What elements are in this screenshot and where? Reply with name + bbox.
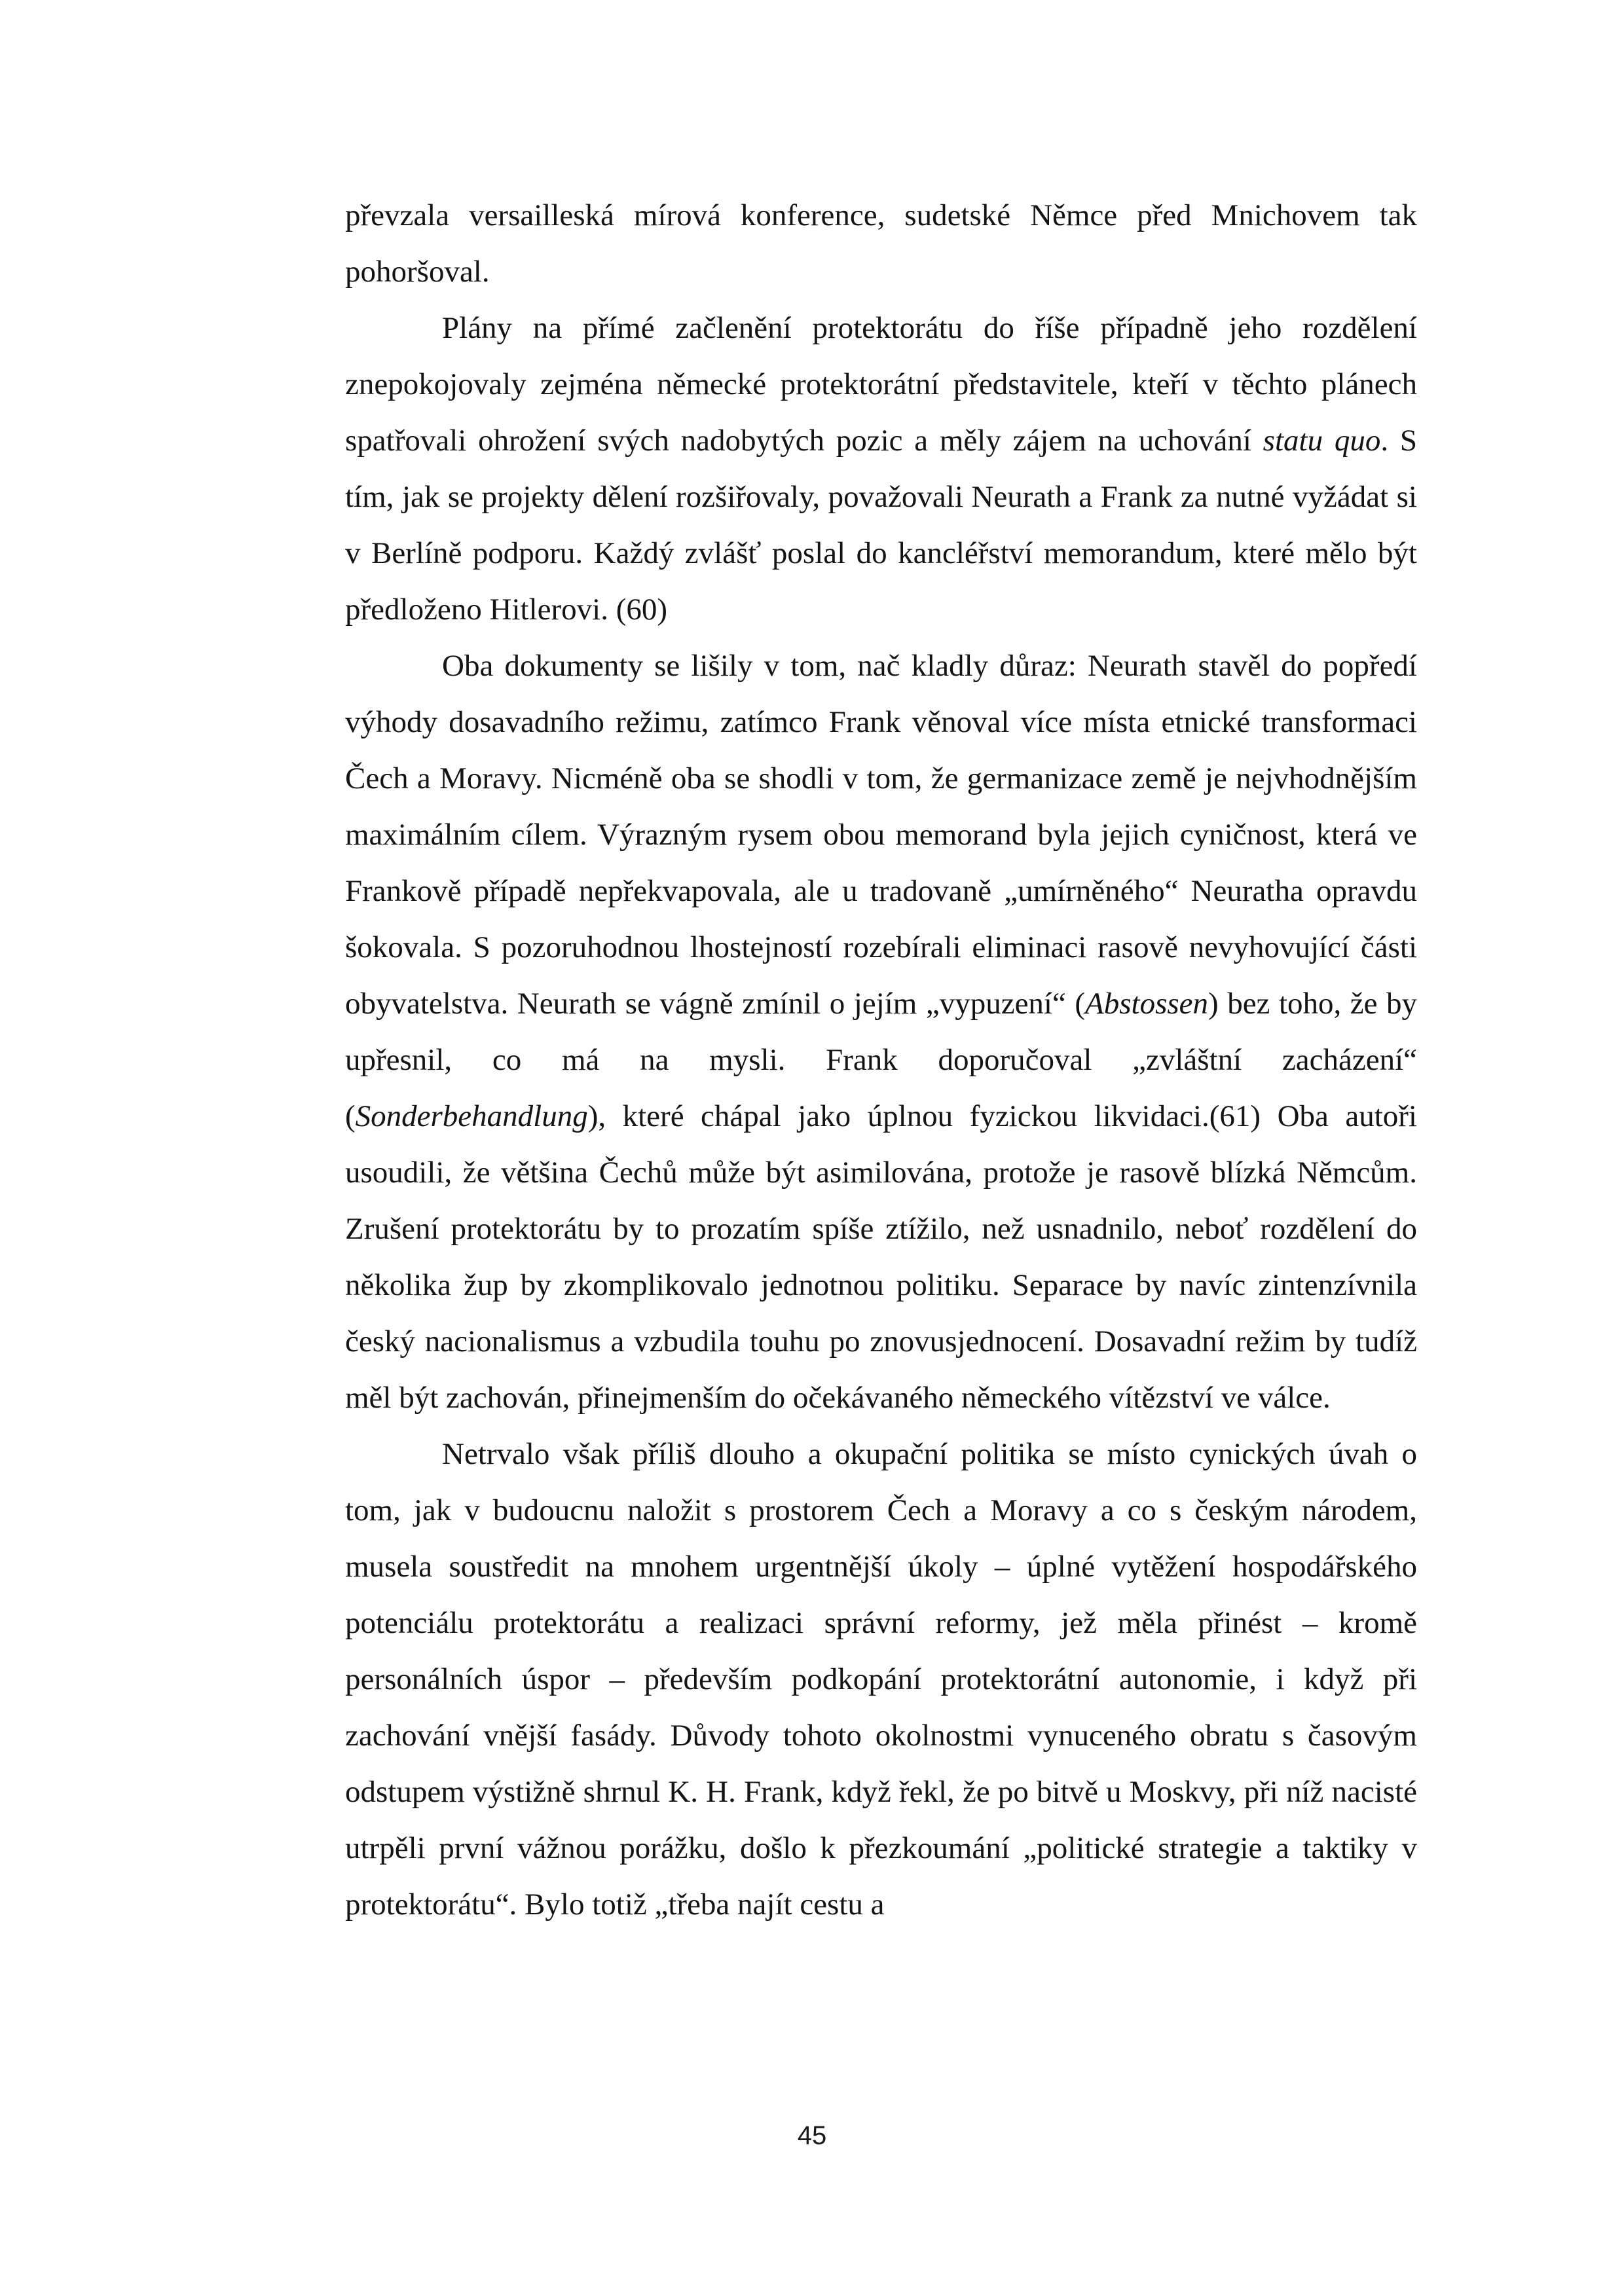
- text-run: . S tím, jak se projekty dělení rozšiřovaly, považovali Neurath a Frank za nutné vyžádat si v Berlíně podporu. Každý zvlášť poslal do kancléřství memorandum, které mělo být předloženo Hitlerovi. (60): [345, 424, 1417, 627]
- paragraph-2: [345, 300, 1417, 638]
- text-run: převzala versailleská mírová konference, sudetské Němce před Mnichovem tak pohoršoval.: [345, 198, 1417, 289]
- italic-term: Abstossen: [1085, 987, 1209, 1021]
- text-run: Plány na přímé začlenění protektorátu do říše případně jeho rozdělení znepokojovaly zejména německé protektorátní představitele, kteří v těchto plánech spatřovali ohrožení svých nadobytých pozic a měly zájem na uchování: [345, 311, 1417, 458]
- italic-term: Sonderbehandlung: [355, 1099, 588, 1133]
- text-run: ), které chápal jako úplnou fyzickou likvidaci.(61) Oba autoři usoudili, že většina Čechů může být asimilována, protože je rasově blízká Němcům. Zrušení protektorátu by to prozatím spíše ztížilo, než usnadnilo, neboť rozdělení do několika žup by zkomplikovalo jednotnou politiku. Separace by navíc zintenzívnila český nacionalismus a vzbudila touhu po znovusjednocení. Dosavadní režim by tudíž měl být zachován, přinejmenším do očekávaného německého vítězství ve válce.: [345, 1099, 1417, 1415]
- text-run: ) bez toho, že by upřesnil, co má na mysli. Frank doporučoval „zvláštní zacházení“ (: [345, 987, 1418, 1133]
- text-run: Netrvalo však příliš dlouho a okupační politika se místo cynických úvah o tom, jak v budoucnu naložit s prostorem Čech a Moravy a co s českým národem, musela soustředit na mnohem urgentnější úkoly – úplné vytěžení hospodářského potenciálu protektorátu a realizaci správní reformy, jež měla přinést – kromě personálních úspor – především podkopání protektorátní autonomie, i když při zachování vnější fasády. Důvody tohoto okolnostmi vynuceného obratu s časovým odstupem výstižně shrnul K. H. Frank, když řekl, že po bitvě u Moskvy, při níž nacisté utrpěli první vážnou porážku, došlo k přezkoumání „politické strategie a taktiky v protektorátu“. Bylo totiž „třeba najít cestu a: [345, 1437, 1417, 1922]
- text-run: Oba dokumenty se lišily v tom, nač kladly důraz: Neurath stavěl do popředí výhody dosavadního režimu, zatímco Frank věnoval více místa etnické transformaci Čech a Moravy. Nicméně oba se shodli v tom, že germanizace země je nejvhodnějším maximálním cílem. Výrazným rysem obou memorand byla jejich cyničnost, která ve Frankově případě nepřekvapovala, ale u tradovaně „umírněného“ Neuratha opravdu šokovala. S pozoruhodnou lhostejností rozebírali eliminaci rasově nevyhovující části obyvatelstva. Neurath se vágně zmínil o jejím „vypuzení“ (: [345, 649, 1417, 1021]
- page-number: 45: [797, 2121, 827, 2150]
- body-text: [345, 187, 1417, 1933]
- paragraph-4: [345, 1426, 1417, 1933]
- paragraph-1: [345, 187, 1417, 300]
- paragraph-3: [345, 638, 1417, 1426]
- italic-term: statu quo: [1263, 424, 1381, 458]
